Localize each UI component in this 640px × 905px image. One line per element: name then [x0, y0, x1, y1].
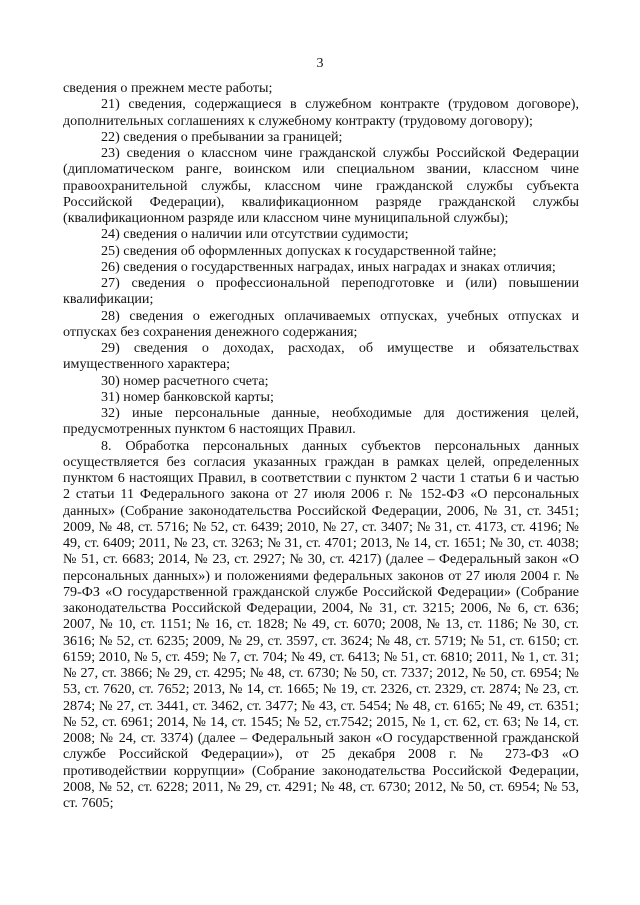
paragraph: 32) иные персональные данные, необходимые для достижения целей, предусмотренных пунктом 6 настоящих Правил. — [63, 405, 579, 438]
paragraph: 8. Обработка персональных данных субъектов персональных данных осуществляется без согласия указанных граждан в рамках целей, определенных пунктом 6 настоящих Правил, в соответствии с пунктом 2 части 1 статьи 6 и частью 2 статьи 11 Федерального закона от 27 июля 2006 г. № 152-ФЗ «О персональных данных» (Собрание законодательства Российской Федерации, 2006, № 31, ст. 3451; 2009, № 48, ст. 5716; № 52, ст. 6439; 2010, № 27, ст. 3407; № 31, ст. 4173, ст. 4196; № 49, ст. 6409; 2011, № 23, ст. 3263; № 31, ст. 4701; 2013, № 14, ст. 1651; № 30, ст. 4038; № 51, ст. 6683; 2014, № 23, ст. 2927; № 30, ст. 4217) (далее – Федеральный закон «О персональных данных») и положениями федеральных законов от 27 июля 2004 г. № 79-ФЗ «О государственной гражданской службе Российской Федерации» (Собрание законодательства Российской Федерации, 2004, № 31, ст. 3215; 2006, № 6, ст. 636; 2007, № 10, ст. 1151; № 16, ст. 1828; № 49, ст. 6070; 2008, № 13, ст. 1186; № 30, ст. 3616; № 52, ст. 6235; 2009, № 29, ст. 3597, ст. 3624; № 48, ст. 5719; № 51, ст. 6150; ст. 6159; 2010, № 5, ст. 459; № 7, ст. 704; № 49, ст. 6413; № 51, ст. 6810; 2011, № 1, ст. 31; № 27, ст. 3866; № 29, ст. 4295; № 48, ст. 6730; № 50, ст. 7337; 2012, № 50, ст. 6954; № 53, ст. 7620, ст. 7652; 2013, № 14, ст. 1665; № 19, ст. 2326, ст. 2329, ст. 2874; № 23, ст. 2874; № 27, ст. 3441, ст. 3462, ст. 3477; № 43, ст. 5454; № 48, ст. 6165; № 49, ст. 6351; № 52, ст. 6961; 2014, № 14, ст. 1545; № 52, ст.7542; 2015, № 1, ст. 62, ст. 63; № 14, ст. 2008; № 24, ст. 3374) (далее – Федеральный закон «О государственной гражданской службе Российской Федерации»), от 25 декабря 2008 г. № 273-ФЗ «О противодействии коррупции» (Собрание законодательства Российской Федерации, 2008, № 52, ст. 6228; 2011, № 29, ст. 4291; № 48, ст. 6730; 2012, № 50, ст. 6954; № 53, ст. 7605; — [63, 437, 579, 811]
paragraph: 22) сведения о пребывании за границей; — [101, 128, 343, 145]
paragraph: 31) номер банковской карты; — [101, 388, 274, 405]
paragraph: 26) сведения о государственных наградах, иных наградах и знаках отличия; — [101, 258, 556, 275]
paragraph: 30) номер расчетного счета; — [101, 372, 269, 389]
paragraph: 21) сведения, содержащиеся в служебном контракте (трудовом договоре), дополнительных соглашениях к служебному контракту (трудовому договору); — [63, 96, 579, 129]
paragraph: 25) сведения об оформленных допусках к государственной тайне; — [101, 242, 497, 259]
paragraph: 23) сведения о классном чине гражданской службы Российской Федерации (дипломатическом ранге, воинском или специальном звании, классном чине правоохранительной службы, классном чине гражданской службы субъекта Российской Федерации), квалификационном разряде гражданской службы (квалификационном разряде или классном чине муниципальной службы); — [63, 145, 579, 226]
paragraph: 28) сведения о ежегодных оплачиваемых отпусках, учебных отпусках и отпусках без сохранения денежного содержания; — [63, 307, 579, 340]
paragraph: сведения о прежнем месте работы; — [63, 80, 273, 96]
document-body — [63, 80, 579, 811]
paragraph: 29) сведения о доходах, расходах, об имуществе и обязательствах имущественного характера; — [63, 340, 579, 373]
paragraph: 27) сведения о профессиональной переподготовке и (или) повышении квалификации; — [63, 275, 579, 308]
paragraph: 24) сведения о наличии или отсутствии судимости; — [101, 226, 409, 243]
page-number: 3 — [316, 56, 324, 71]
